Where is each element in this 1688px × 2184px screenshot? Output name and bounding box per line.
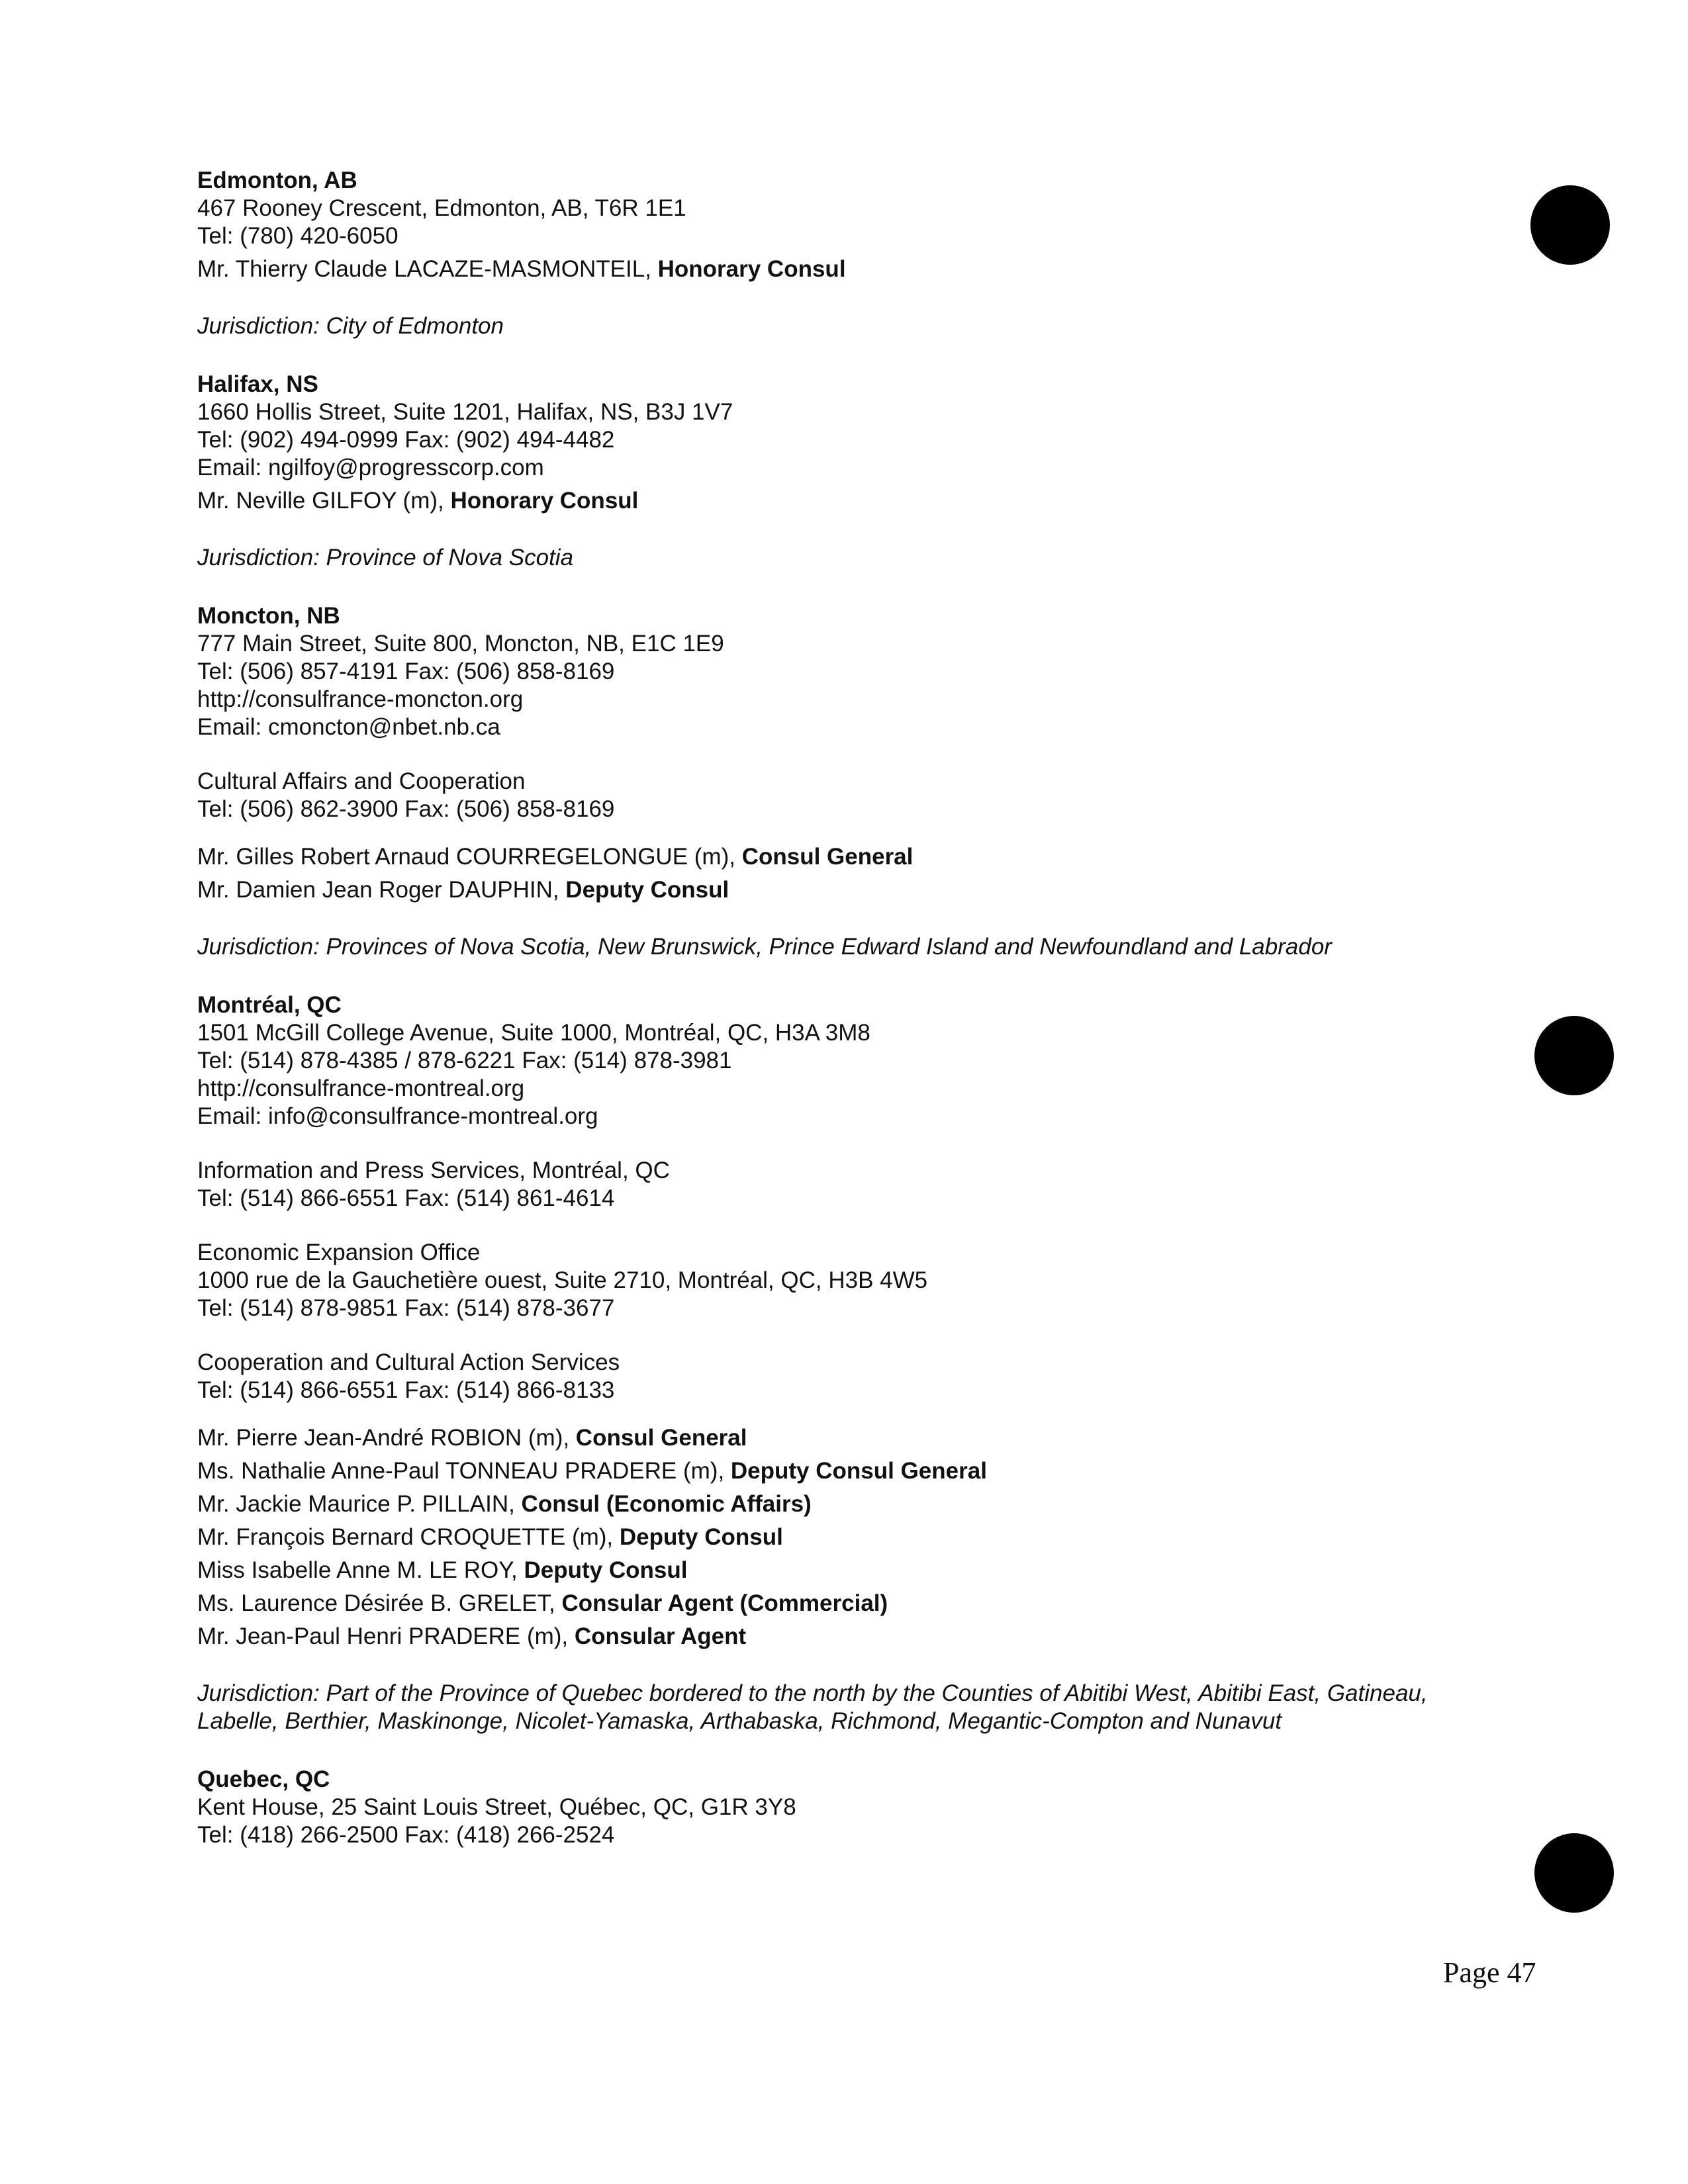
address: 1660 Hollis Street, Suite 1201, Halifax, NS, B3J 1V7 bbox=[197, 399, 733, 425]
email: Email: ngilfoy@progresscorp.com bbox=[197, 455, 544, 480]
office-name: Cooperation and Cultural Action Services bbox=[197, 1349, 620, 1375]
officer bbox=[197, 1557, 1534, 1584]
punch-hole-middle bbox=[1534, 1016, 1614, 1095]
website[interactable]: http://consulfrance-montreal.org bbox=[197, 1075, 525, 1101]
punch-hole-bottom bbox=[1534, 1833, 1614, 1913]
officer bbox=[197, 487, 1534, 515]
officer-name: Ms. Laurence Désirée B. GRELET, bbox=[197, 1590, 562, 1616]
phone: Tel: (514) 878-4385 / 878-6221 Fax: (514) 878-3981 bbox=[197, 1048, 732, 1073]
officer bbox=[197, 1623, 1534, 1651]
officer-title: Honorary Consul bbox=[657, 256, 846, 282]
officer-title: Consul (Economic Affairs) bbox=[521, 1491, 812, 1517]
officer bbox=[197, 255, 1534, 283]
office-phone: Tel: (514) 878-9851 Fax: (514) 878-3677 bbox=[197, 1295, 615, 1321]
city-heading: Quebec, QC bbox=[197, 1766, 330, 1792]
officer-name: Ms. Nathalie Anne-Paul TONNEAU PRADERE (m), bbox=[197, 1458, 731, 1484]
officer bbox=[197, 1590, 1534, 1617]
address: 777 Main Street, Suite 800, Moncton, NB, E1C 1E9 bbox=[197, 631, 724, 657]
officer-name: Mr. Jean-Paul Henri PRADERE (m), bbox=[197, 1623, 575, 1649]
officer-name: Mr. Pierre Jean-André ROBION (m), bbox=[197, 1425, 576, 1451]
phone: Tel: (418) 266-2500 Fax: (418) 266-2524 bbox=[197, 1822, 615, 1848]
office-phone: Tel: (514) 866-6551 Fax: (514) 861-4614 bbox=[197, 1185, 615, 1211]
officer bbox=[197, 1424, 1534, 1452]
office-phone: Tel: (506) 862-3900 Fax: (506) 858-8169 bbox=[197, 796, 615, 822]
officer-name: Mr. Damien Jean Roger DAUPHIN, bbox=[197, 877, 566, 903]
consulate-halifax bbox=[197, 371, 1534, 572]
document-body bbox=[197, 167, 1534, 1880]
officer-title: Deputy Consul General bbox=[730, 1458, 987, 1484]
jurisdiction: Jurisdiction: Part of the Province of Quebec bordered to the north by the Counties of Abitibi West, Abitibi East, Gatineau, Labelle, Berthier, Maskinonge, Nicolet-Yamaska, Arthabaska, Richmond, Megantic-Compton and Nunavut bbox=[197, 1680, 1428, 1734]
office-address: 1000 rue de la Gauchetière ouest, Suite 2710, Montréal, QC, H3B 4W5 bbox=[197, 1267, 928, 1293]
office-phone: Tel: (514) 866-6551 Fax: (514) 866-8133 bbox=[197, 1377, 615, 1403]
officer bbox=[197, 876, 1534, 904]
phone: Tel: (780) 420-6050 bbox=[197, 223, 399, 249]
consulate-montreal bbox=[197, 991, 1534, 1735]
city-heading: Moncton, NB bbox=[197, 603, 340, 629]
address: 467 Rooney Crescent, Edmonton, AB, T6R 1E1 bbox=[197, 195, 686, 221]
officer bbox=[197, 843, 1534, 871]
officer-name: Mr. Neville GILFOY (m), bbox=[197, 488, 451, 514]
email: Email: cmoncton@nbet.nb.ca bbox=[197, 714, 500, 740]
officer-name: Miss Isabelle Anne M. LE ROY, bbox=[197, 1557, 524, 1583]
city-heading: Halifax, NS bbox=[197, 371, 318, 397]
officer-title: Deputy Consul bbox=[565, 877, 729, 903]
officer-name: Mr. Jackie Maurice P. PILLAIN, bbox=[197, 1491, 522, 1517]
officer-name: Mr. François Bernard CROQUETTE (m), bbox=[197, 1524, 620, 1550]
officer-title: Honorary Consul bbox=[450, 488, 639, 514]
city-heading: Montréal, QC bbox=[197, 992, 342, 1018]
email: Email: info@consulfrance-montreal.org bbox=[197, 1103, 598, 1129]
officer-title: Consular Agent bbox=[574, 1623, 747, 1649]
city-heading: Edmonton, AB bbox=[197, 167, 357, 193]
jurisdiction: Jurisdiction: Province of Nova Scotia bbox=[197, 545, 574, 570]
office-name: Information and Press Services, Montréal, QC bbox=[197, 1158, 670, 1183]
address: 1501 McGill College Avenue, Suite 1000, Montréal, QC, H3A 3M8 bbox=[197, 1020, 870, 1046]
punch-hole-top bbox=[1530, 185, 1610, 265]
jurisdiction: Jurisdiction: City of Edmonton bbox=[197, 313, 504, 339]
phone: Tel: (506) 857-4191 Fax: (506) 858-8169 bbox=[197, 659, 615, 684]
officer bbox=[197, 1457, 1534, 1485]
officer-title: Consular Agent (Commercial) bbox=[561, 1590, 888, 1616]
officer-title: Consul General bbox=[741, 844, 914, 870]
office-name: Economic Expansion Office bbox=[197, 1240, 481, 1265]
address: Kent House, 25 Saint Louis Street, Québec, QC, G1R 3Y8 bbox=[197, 1794, 796, 1820]
officer-title: Deputy Consul bbox=[619, 1524, 783, 1550]
office-name: Cultural Affairs and Cooperation bbox=[197, 768, 526, 794]
page-number: Page 47 bbox=[1443, 1956, 1536, 1989]
officer-name: Mr. Gilles Robert Arnaud COURREGELONGUE (m), bbox=[197, 844, 742, 870]
officer-title: Consul General bbox=[575, 1425, 747, 1451]
consulate-edmonton bbox=[197, 167, 1534, 340]
jurisdiction: Jurisdiction: Provinces of Nova Scotia, New Brunswick, Prince Edward Island and Newfoundland and Labrador bbox=[197, 934, 1332, 960]
consulate-quebec bbox=[197, 1766, 1534, 1849]
phone: Tel: (902) 494-0999 Fax: (902) 494-4482 bbox=[197, 427, 615, 453]
officer-name: Mr. Thierry Claude LACAZE-MASMONTEIL, bbox=[197, 256, 658, 282]
officer-title: Deputy Consul bbox=[524, 1557, 688, 1583]
website[interactable]: http://consulfrance-moncton.org bbox=[197, 686, 524, 712]
officer bbox=[197, 1490, 1534, 1518]
officer bbox=[197, 1524, 1534, 1551]
consulate-moncton bbox=[197, 602, 1534, 961]
